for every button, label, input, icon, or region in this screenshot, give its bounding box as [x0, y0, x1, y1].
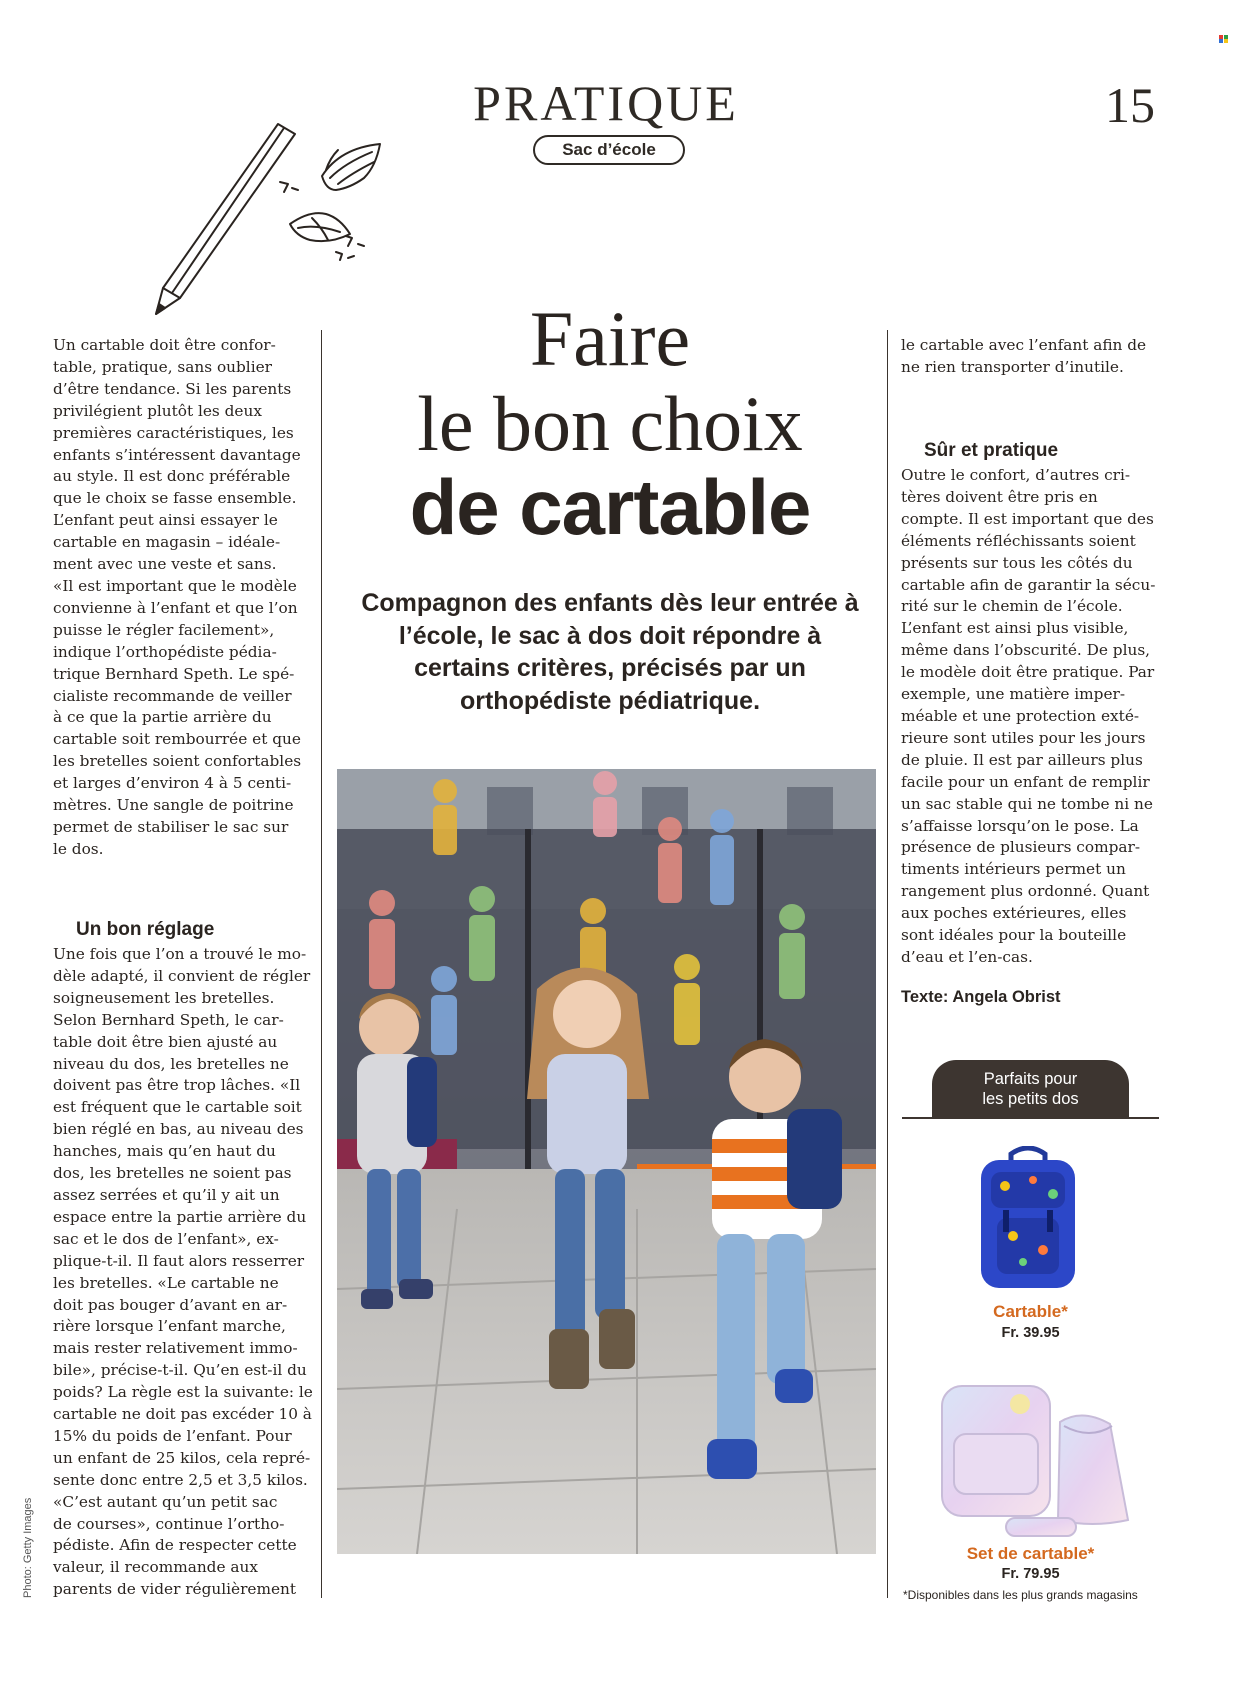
column-rule-right [887, 330, 888, 1598]
headline-line-2: le bon choix [417, 380, 803, 467]
lead-paragraph: Compagnon des enfants dès leur entrée à l’école, le sac à dos doit répondre à certains critères, précisés par un orthopédiste pédiatrique. [361, 589, 859, 715]
right-column-paragraph-1: le cartable avec l’enfant afin de ne rien transporter d’inutile. [901, 336, 1147, 376]
product-1-price: Fr. 39.95 [1001, 1325, 1060, 1341]
right-column-paragraph-2: Outre le confort, d’autres cri- tères doivent être pris en compte. Il est important que des éléments réfléchissants soient présents sur tous les côtés du cartable afin de garantir la sécu- rité sur le chemin de l’école. L’enfant est ainsi plus visible, même dans l’obscurité. De plus, le modèle doit être pratique. Par exemple, une matière imper- méable et une protection exté- rieure sont utiles pour les jours de pluie. Il est par ailleurs plus facile pour un enfant de remplir un sac stable qui ne tombe ni ne s’affaisse lorsqu’on le pose. La présence de plusieurs compar- timents intérieurs permet un rangement plus ordonné. Quant aux poches extérieures, elles sont idéales pour la bouteille d’eau et l’en-cas. [901, 466, 1156, 966]
page-number: 15 [1105, 77, 1155, 133]
product-2-price: Fr. 79.95 [1001, 1566, 1060, 1582]
children-running-photo [337, 769, 876, 1554]
product-1-name: Cartable* [993, 1302, 1068, 1321]
headline-line-3: de cartable [409, 463, 811, 551]
headline-line-1: Faire [529, 295, 691, 382]
right-column-subhead: Sûr et pratique [924, 440, 1059, 461]
byline: Texte: Angela Obrist [901, 988, 1061, 1006]
products-box-rule [902, 1117, 1159, 1119]
pencil-sketch-illustration [150, 118, 410, 318]
color-marks-icon [1219, 35, 1229, 43]
products-box-tab-line-1: Parfaits pour [983, 1070, 1078, 1088]
left-column-paragraph-2: Une fois que l’on a trouvé le mo- dèle adapté, il convient de régler soigneusement les bretelles. Selon Bernhard Speth, le car- table doit être bien ajusté au niveau du dos, les bretelles ne doivent pas être trop lâches. «Il est fréquent que le cartable soit bien réglé en bas, au niveau des hanches, mais qu’en haut du dos, les bretelles ne soient pas assez serrées et qu’il y ait un espace entre la partie arrière du sac et le dos de l’enfant», ex- plique-t-il. Il faut alors resserrer les bretelles. «Le cartable ne doit pas bouger d’avant en ar- rière lorsque l’enfant marche, mais rester relativement immo- bile», précise-t-il. Qu’en est-il du poids? La règle est la suivante: le cartable ne doit pas excéder 10 à 15% du poids de l’enfant. Pour un enfant de 25 kilos, cela repré- sente donc entre 2,5 et 3,5 kilos. «C’est autant qu’un petit sac de courses», continue l’ortho- pédiste. Afin de respecter cette valeur, il recommande aux parents de vider régulièrement [53, 945, 313, 1599]
section-rubric: PRATIQUE [473, 75, 739, 131]
column-rule-left [321, 330, 322, 1598]
backpack-product-image [973, 1146, 1083, 1292]
product-2-name: Set de cartable* [966, 1544, 1095, 1563]
photo-credit: Photo: Getty Images [22, 1497, 34, 1598]
left-column-paragraph-1: Un cartable doit être confor- table, pratique, sans oublier d’être tendance. Si les parents privilégient plutôt les deux premières caractéristiques, les enfants s’intéressent davantage au style. Il est donc préférable que le choix se fasse ensemble. L’enfant peut ainsi essayer le cartable en magasin – idéale- ment avec une veste et sans. «Il est important que le modèle convienne à l’enfant et que l’on puisse le régler facilement», indique l’orthopédiste pédia- trique Bernhard Speth. Le spé- cialiste recommande de veiller à ce que la partie arrière du cartable soit rembourrée et que les bretelles soient confortables et larges d’environ 4 à 5 centi- mètres. Une sangle de poitrine permet de stabiliser le sac sur le dos. [53, 336, 302, 858]
left-column-subhead: Un bon réglage [76, 919, 215, 940]
availability-footnote: *Disponibles dans les plus grands magasins [903, 1588, 1138, 1602]
products-box-tab-line-2: les petits dos [982, 1090, 1079, 1108]
section-tag: Sac d’école [533, 135, 685, 165]
backpack-set-product-image [932, 1378, 1142, 1540]
products-box-tab [932, 1060, 1129, 1117]
